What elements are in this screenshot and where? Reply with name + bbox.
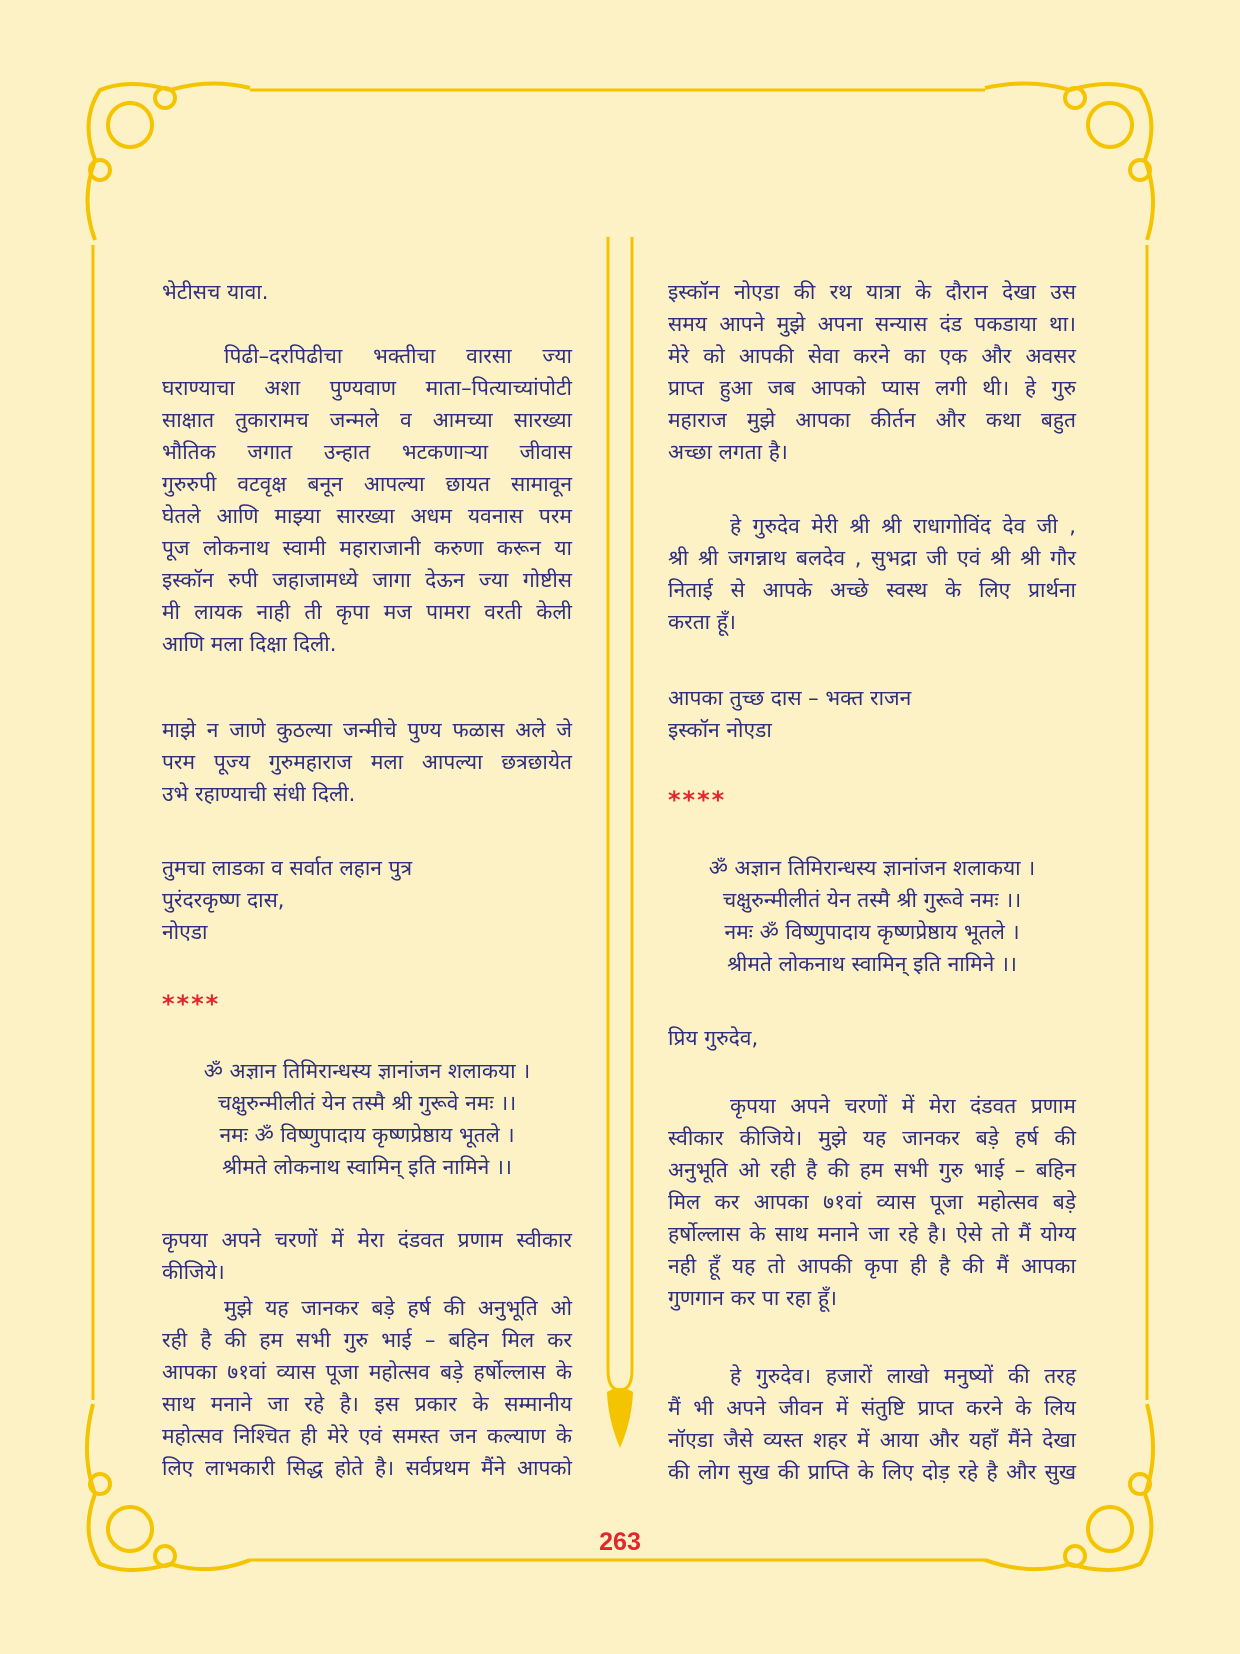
text-line: मिल कर आपका ७१वां व्यास पूजा महोत्सव बड़े xyxy=(668,1190,1076,1214)
left-paragraph-1 xyxy=(162,340,572,660)
left-signature xyxy=(162,852,572,948)
text-line: माझे न जाणे कुठल्या जन्मीचे पुण्य फळास अले जे xyxy=(162,718,572,742)
text-line: समय आपने मुझे अपना सन्यास दंड पकडाया था। xyxy=(668,312,1076,336)
text-line: भौतिक जगात उन्हात भटकणाऱ्या जीवास xyxy=(162,440,572,464)
text-line: करता हूँ। xyxy=(668,610,736,634)
right-paragraph-2 xyxy=(668,510,1076,638)
text-line: कृपया अपने चरणों में मेरा दंडवत प्रणाम स्वीकार xyxy=(162,1228,572,1252)
left-closing-line xyxy=(162,276,572,308)
text-line: भेटीसच यावा. xyxy=(162,280,269,304)
left-verse xyxy=(162,1055,572,1183)
text-line: ॐ अज्ञान तिमिरान्धस्य ज्ञानांजन शलाकया । xyxy=(203,1059,531,1083)
text-line: मुझे यह जानकर बड़े हर्ष की अनुभूति ओ xyxy=(224,1296,572,1320)
text-line: ॐ अज्ञान तिमिरान्धस्य ज्ञानांजन शलाकया । xyxy=(708,856,1036,880)
text-line: श्रीमते लोकनाथ स्वामिन् इति नामिने ।। xyxy=(222,1155,512,1179)
text-line: इस्कॉन रुपी जहाजामध्ये जागा देऊन ज्या गोष्टीस xyxy=(162,568,572,592)
text-line: हर्षोल्लास के साथ मनाने जा रहे है। ऐसे तो मैं योग्य xyxy=(668,1222,1076,1246)
text-line: घराण्याचा अशा पुण्यवाण माता–पित्याच्यांपोटी xyxy=(162,376,572,400)
text-line: मेरे को आपकी सेवा करने का एक और अवसर xyxy=(668,344,1076,368)
text-line: चक्षुरुन्मीलीतं येन तस्मै श्री गुरूवे नमः ।। xyxy=(217,1091,517,1115)
text-line: घेतले आणि माझ्या सारख्या अधम यवनास परम xyxy=(162,504,572,528)
text-line: गुणगान कर पा रहा हूँ। xyxy=(668,1286,837,1310)
text-line: अनुभूति ओ रही है की हम सभी गुरु भाई – बहिन xyxy=(668,1158,1076,1182)
text-line: नमः ॐ विष्णुपादाय कृष्णप्रेष्ठाय भूतले । xyxy=(219,1123,515,1147)
text-line: अच्छा लगता है। xyxy=(668,440,788,464)
corner-top-left xyxy=(88,83,251,240)
left-paragraph-4 xyxy=(162,1292,572,1484)
text-line: स्वीकार कीजिये। मुझे यह जानकर बड़े हर्ष की xyxy=(668,1126,1076,1150)
text-line: तुमचा लाडका व सर्वात लहान पुत्र xyxy=(162,856,413,880)
text-line: मी लायक नाही ती कृपा मज पामरा वरती केली xyxy=(162,600,572,624)
text-line: आणि मला दिक्षा दिली. xyxy=(162,632,337,656)
text-line: उभे रहाण्याची संधी दिली. xyxy=(162,782,356,806)
left-stars-separator: **** xyxy=(162,990,221,1018)
left-paragraph-2 xyxy=(162,714,572,810)
text-line: श्री श्री जगन्नाथ बलदेव , सुभद्रा जी एवं श्री श्री गौर xyxy=(668,546,1076,570)
right-paragraph-3 xyxy=(668,1090,1076,1314)
text-line: कीजिये। xyxy=(162,1260,225,1284)
right-verse xyxy=(668,852,1076,980)
page-number: 263 xyxy=(599,1528,641,1556)
text-line: लिए लाभकारी सिद्ध होते है। सर्वप्रथम मैंने आपको xyxy=(162,1456,572,1480)
text-line: इस्कॉन नोएडा की रथ यात्रा के दौरान देखा उस xyxy=(668,280,1076,304)
text-line: पिढी–दरपिढीचा भक्तीचा वारसा ज्या xyxy=(224,344,572,368)
text-line: श्रीमते लोकनाथ स्वामिन् इति नामिने ।। xyxy=(727,952,1017,976)
text-line: की लोग सुख की प्राप्ति के लिए दोड़ रहे है और सुख xyxy=(668,1460,1076,1484)
text-line: मैं भी अपने जीवन में संतुष्टि प्राप्त करने के लिय xyxy=(668,1396,1076,1420)
text-line: नोएडा xyxy=(162,920,208,944)
text-line: पुरंदरकृष्ण दास, xyxy=(162,888,285,912)
text-line: महोत्सव निश्चित ही मेरे एवं समस्त जन कल्याण के xyxy=(162,1424,572,1448)
left-paragraph-3 xyxy=(162,1224,572,1288)
text-line: नमः ॐ विष्णुपादाय कृष्णप्रेष्ठाय भूतले । xyxy=(724,920,1020,944)
right-stars-separator: **** xyxy=(668,786,727,814)
text-line: रही है की हम सभी गुरु भाई – बहिन मिल कर xyxy=(162,1328,572,1352)
right-greeting xyxy=(668,1022,1076,1054)
corner-top-right xyxy=(985,83,1153,240)
text-line: प्रिय गुरुदेव, xyxy=(668,1026,759,1050)
right-paragraph-4 xyxy=(668,1360,1076,1488)
text-line: गुरुरुपी वटवृक्ष बनून आपल्या छायत सामावून xyxy=(162,472,572,496)
right-paragraph-1 xyxy=(668,276,1076,468)
text-line: परम पूज्य गुरुमहाराज मला आपल्या छत्रछायेत xyxy=(162,750,572,774)
right-signature xyxy=(668,682,1076,746)
text-line: आपका ७१वां व्यास पूजा महोत्सव बड़े हर्षोल्लास के xyxy=(162,1360,572,1384)
text-line: आपका तुच्छ दास – भक्त राजन xyxy=(668,686,912,710)
text-line: नही हूँ यह तो आपकी कृपा ही है की मैं आपका xyxy=(668,1254,1076,1278)
text-line: निताई से आपके अच्छे स्वस्थ के लिए प्रार्थना xyxy=(668,578,1076,602)
text-line: हे गुरुदेव मेरी श्री श्री राधागोविंद देव जी , xyxy=(730,514,1076,538)
divider-drop-ornament xyxy=(607,1388,633,1448)
text-line: नॉएडा जैसे व्यस्त शहर में आया और यहाँ मैंने देखा xyxy=(668,1428,1076,1452)
text-line: साथ मनाने जा रहे है। इस प्रकार के सम्मानीय xyxy=(162,1392,572,1416)
text-line: पूज लोकनाथ स्वामी महाराजानी करुणा करून या xyxy=(162,536,572,560)
text-line: कृपया अपने चरणों में मेरा दंडवत प्रणाम xyxy=(730,1094,1076,1118)
text-line: महाराज मुझे आपका कीर्तन और कथा बहुत xyxy=(668,408,1076,432)
text-line: हे गुरुदेव। हजारों लाखो मनुष्यों की तरह xyxy=(730,1364,1076,1388)
text-line: साक्षात तुकारामच जन्मले व आमच्या सारख्या xyxy=(162,408,572,432)
text-line: इस्कॉन नोएडा xyxy=(668,718,772,742)
text-line: चक्षुरुन्मीलीतं येन तस्मै श्री गुरूवे नमः ।। xyxy=(722,888,1022,912)
text-line: प्राप्त हुआ जब आपको प्यास लगी थी। हे गुरु xyxy=(668,376,1076,400)
